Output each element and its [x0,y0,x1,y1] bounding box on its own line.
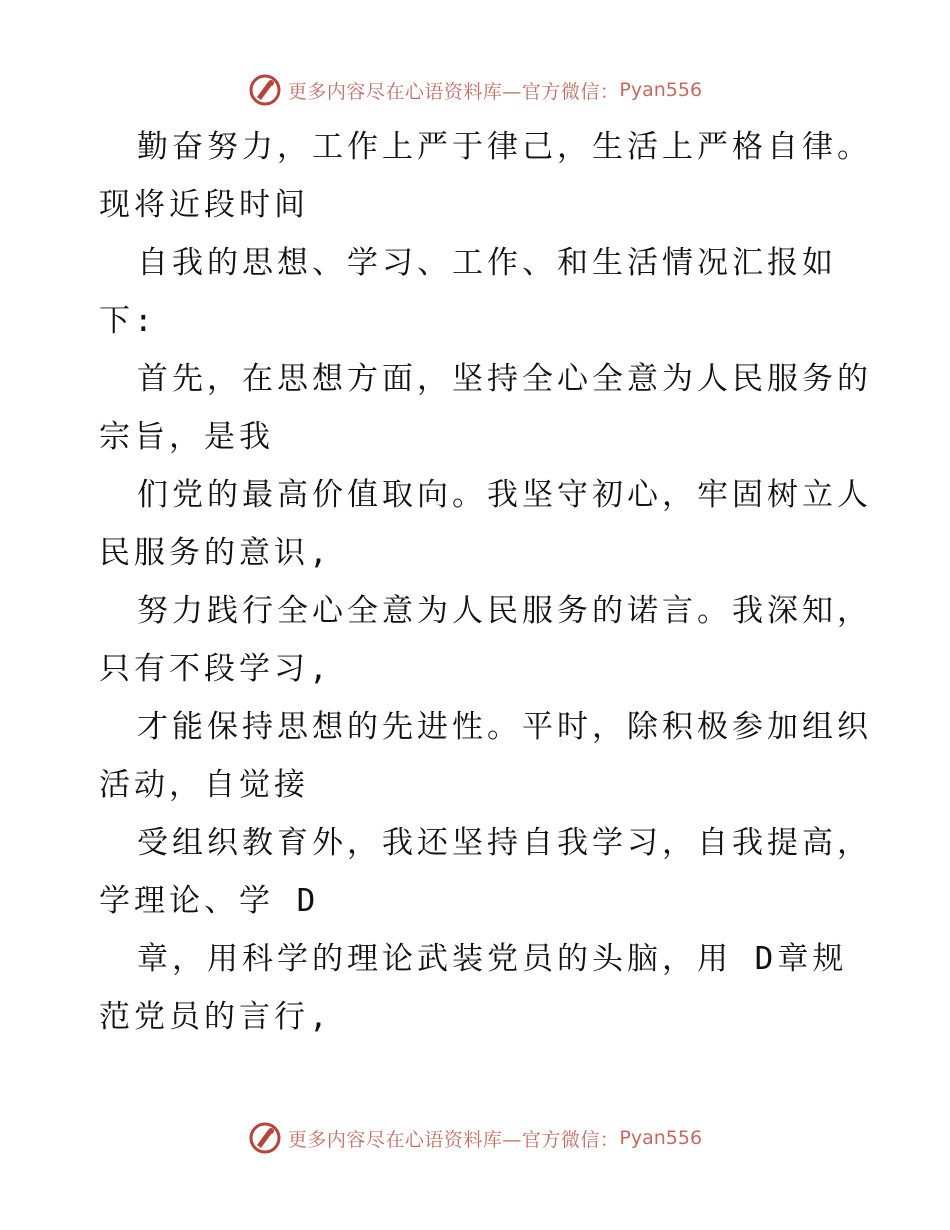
text-line: 民服务的意识, [99,535,332,571]
text-line: 努力践行全心全意为人民服务的诺言。我深知， [137,593,872,629]
watermark-logo-icon [248,73,282,107]
text-line: 现将近段时间 [99,187,309,223]
text-line: 首先，在思想方面，坚持全心全意为人民服务的 [137,361,872,397]
text-line: 下: [99,303,157,339]
text-line: 章，用科学的理论武装党员的头脑，用 D章规 [137,941,848,977]
watermark-logo-icon [248,1121,282,1155]
text-line: 受组织教育外，我还坚持自我学习，自我提高， [137,825,872,861]
text-line: 学理论、学 D [99,883,320,919]
text-line: 只有不段学习, [99,651,332,687]
watermark-text: 更多内容尽在心语资料库—官方微信： [287,1128,620,1151]
text-line: 范党员的言行, [99,999,332,1035]
body-text [99,118,872,1046]
text-line: 自我的思想、学习、工作、和生活情况汇报如 [137,245,837,281]
text-line: 宗旨，是我 [99,419,274,455]
watermark-contact: Pyan556 [619,1127,703,1149]
text-line: 活动，自觉接 [99,767,309,803]
text-line: 才能保持思想的先进性。平时，除积极参加组织 [137,709,872,745]
text-line: 们党的最高价值取向。我坚守初心，牢固树立人 [137,477,872,513]
text-line: 勤奋努力，工作上严于律己，生活上严格自律。 [137,129,872,165]
footer-watermark [0,1118,950,1158]
header-watermark [0,70,950,110]
watermark-text: 更多内容尽在心语资料库—官方微信： [287,80,620,103]
watermark-contact: Pyan556 [619,79,703,101]
